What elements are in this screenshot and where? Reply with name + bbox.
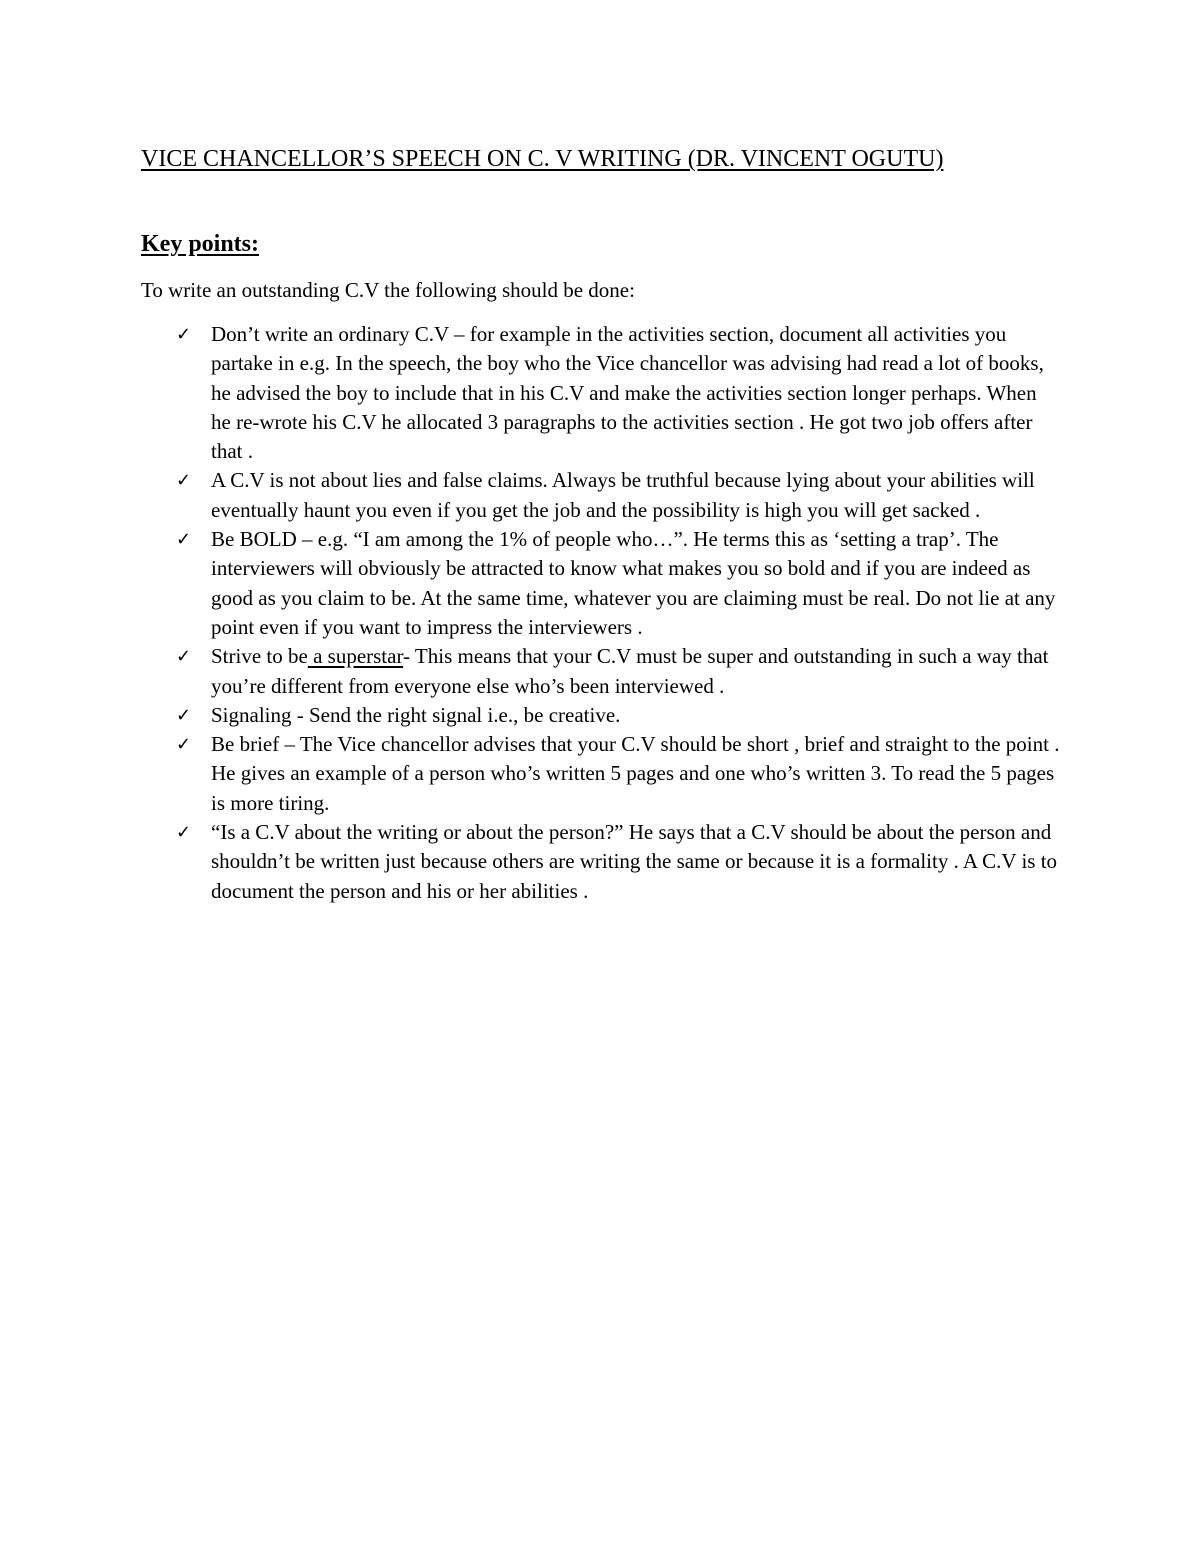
- point-text: Don’t write an ordinary C.V – for example in the activities section, document all activities you partake in e.g. In the speech, the boy who the Vice chancellor was advising had read a lot of books, he advised the boy to include that in his C.V and make the activities section longer perhaps. When he re-wrote his C.V he allocated 3 paragraphs to the activities section . He got two job offers after that .: [211, 322, 1044, 464]
- list-item: [141, 818, 1061, 906]
- list-item: [141, 525, 1061, 642]
- key-points-list: [141, 320, 1061, 906]
- checkmark-icon: ✓: [176, 734, 192, 756]
- list-item: [141, 466, 1061, 525]
- list-item: [141, 642, 1061, 701]
- checkmark-icon: ✓: [176, 822, 192, 844]
- point-text-after: - This means that your C.V must be super and outstanding in such a way that you’re different from everyone else who’s been interviewed .: [211, 644, 1049, 698]
- intro-text: To write an outstanding C.V the following should be done:: [141, 278, 635, 302]
- point-text: Be brief – The Vice chancellor advises that your C.V should be short , brief and straight to the point . He gives an example of a person who’s written 5 pages and one who’s written 3. To read the 5 pages is more tiring.: [211, 732, 1060, 815]
- list-item: [141, 701, 1061, 730]
- point-text: Signaling - Send the right signal i.e., be creative.: [211, 702, 621, 727]
- checkmark-icon: ✓: [176, 646, 192, 668]
- key-points-heading: Key points:: [141, 231, 260, 257]
- list-item: [141, 730, 1061, 818]
- point-text-before: Strive to be: [211, 644, 308, 669]
- checkmark-icon: ✓: [176, 529, 192, 551]
- list-item: [141, 320, 1061, 466]
- document-title: VICE CHANCELLOR’S SPEECH ON C. V WRITING (DR. VINCENT OGUTU): [141, 146, 944, 172]
- point-text: A C.V is not about lies and false claims. Always be truthful because lying about your abilities will eventually haunt you even if you get the job and the possibility is high you will get sacked .: [211, 468, 1035, 522]
- checkmark-icon: ✓: [176, 704, 192, 726]
- point-text: “Is a C.V about the writing or about the person?” He says that a C.V should be about the person and shouldn’t be written just because others are writing the same or because it is a formality . A C.V is to document the person and his or her abilities .: [211, 820, 1058, 903]
- point-text: Be BOLD – e.g. “I am among the 1% of people who…”. He terms this as ‘setting a trap’. The interviewers will obviously be attracted to know what makes you so bold and if you are indeed as good as you claim to be. At the same time, whatever you are claiming must be real. Do not lie at any point even if you want to impress the interviewers .: [211, 527, 1056, 639]
- superstar-underlined-text: a superstar: [307, 644, 404, 669]
- checkmark-icon: ✓: [176, 470, 192, 492]
- checkmark-icon: ✓: [176, 324, 192, 345]
